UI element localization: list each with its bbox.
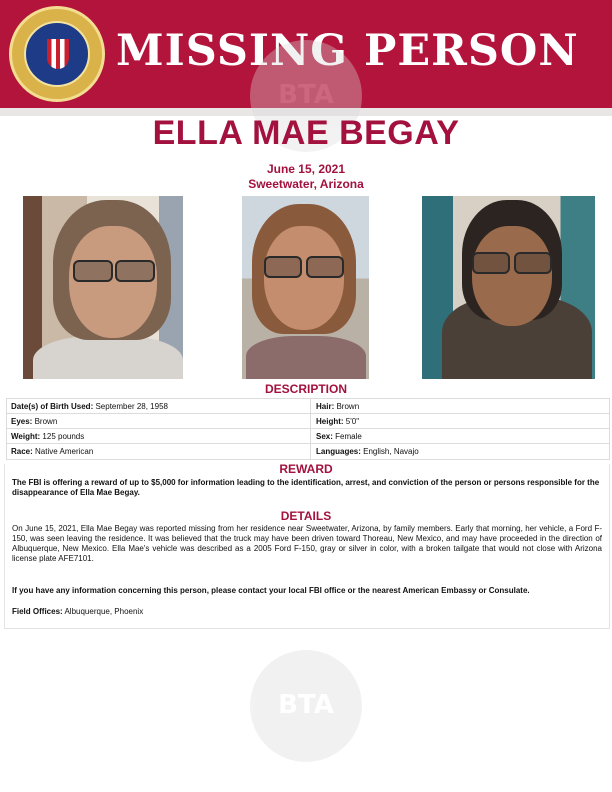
- contact-text: If you have any information concerning this person, please contact your local FBI office or the nearest American Embassy or Consulate.: [12, 586, 530, 595]
- watermark-text: BTA: [278, 690, 334, 720]
- height-value: 5'0": [345, 417, 360, 426]
- dob-value: September 28, 1958: [95, 402, 168, 411]
- seal-center: [24, 21, 90, 87]
- description-row: [7, 429, 609, 444]
- field-offices-label: Field Offices:: [12, 607, 63, 616]
- reward-heading: REWARD: [279, 462, 333, 476]
- languages-value: English, Navajo: [363, 447, 419, 456]
- person-name: ELLA MAE BEGAY: [152, 114, 460, 152]
- eyes-label: Eyes:: [11, 417, 33, 426]
- sex-label: Sex:: [316, 432, 333, 441]
- hair-label: Hair:: [316, 402, 335, 411]
- description-table: [6, 398, 610, 460]
- description-row: [7, 414, 609, 429]
- description-row: [7, 399, 609, 414]
- missing-date: June 15, 2021: [266, 162, 346, 176]
- field-offices-value: Albuquerque, Phoenix: [64, 607, 144, 616]
- reward-text: The FBI is offering a reward of up to $5,000 for information leading to the identification, arrest, and conviction of the person or persons responsible for the disappearance of Ella Mae Begay.: [12, 478, 600, 497]
- description-row: [7, 444, 609, 458]
- banner-title: MISSING PERSON: [116, 26, 579, 76]
- person-photo-3: [422, 196, 595, 379]
- person-photo-2: [242, 196, 369, 379]
- watermark-text: BTA: [278, 80, 334, 110]
- eyes-value: Brown: [34, 417, 58, 426]
- race-value: Native American: [35, 447, 94, 456]
- race-label: Race:: [11, 447, 33, 456]
- person-photo-1: [23, 196, 183, 379]
- description-heading: DESCRIPTION: [264, 382, 347, 396]
- watermark-logo: [250, 650, 362, 762]
- hair-value: Brown: [336, 402, 360, 411]
- field-offices: [12, 607, 143, 616]
- sex-value: Female: [335, 432, 362, 441]
- weight-label: Weight:: [11, 432, 41, 441]
- height-label: Height:: [316, 417, 344, 426]
- details-text: On June 15, 2021, Ella Mae Begay was reported missing from her residence near Sweetwater, Arizona, by family members. Early that morning, her vehicle, a Ford F-150, was seen leaving the residence. It was believed that the truck may have been driven toward Thoreau, New Mexico, and may have proceeded in the direction of Albuquerque, New Mexico. Ella Mae's vehicle was described as a 2005 Ford F-150, gray or silver in color, with a broken tailgate that would not close with Arizona license plate AFE7101.: [12, 524, 602, 563]
- dob-label: Date(s) of Birth Used:: [11, 402, 94, 411]
- details-heading: DETAILS: [280, 509, 332, 523]
- missing-location: Sweetwater, Arizona: [248, 177, 364, 191]
- fbi-seal-icon: [9, 6, 105, 102]
- seal-shield-icon: [47, 39, 69, 69]
- missing-info: [0, 162, 612, 192]
- languages-label: Languages:: [316, 447, 361, 456]
- weight-value: 125 pounds: [42, 432, 85, 441]
